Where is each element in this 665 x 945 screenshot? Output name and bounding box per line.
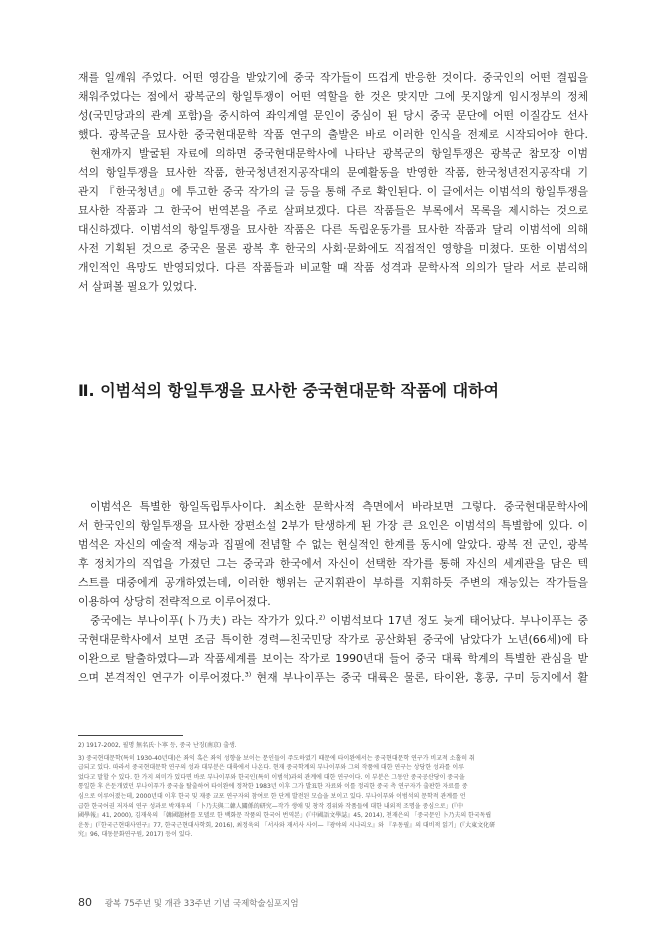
footnote-line: 통일한 후 은둔개였던 부나이푸가 중국을 탈출하여 타이완에 정착한 1983년 이후 그가 발표한 자료와 이를 정리한 중국 측 연구자가 출판한 자료를 중 (78, 783, 468, 791)
footnote-line: 운동」(『한국근현대사연구』77, 한국근현대사학회, 2016), 최정욱의 「서사와 재서사 사이—『광야의 시나리오』와 『우동필』의 대비적 읽기」(『大東文化研 (78, 821, 496, 829)
footnote-line: 심으로 이루어졌는데, 2000년대 이후 한국 및 재중 교포 연구자의 참여로 한 단계 발전된 모습을 보이고 있다. 부나이푸와 이범석의 문학적 관계를 언 (78, 792, 466, 800)
text-line: 채워주었다는 점에서 광복군의 항일투쟁이 어떤 역할을 한 것은 맞지만 그에 못지않게 임시정부의 정체 (78, 90, 588, 103)
text-line: 이범석은 특별한 항일독립투사이다. 최소한 문학사적 측면에서 바라보면 그렇다. 중국현대문학사에 (90, 500, 588, 513)
footnote-line: 國學報』41, 2000), 김재욱의 「韓國題材를 모델로 한 백화문 작품의 한국어 번역본」(『中國語文學誌』45, 2014), 천재은의 「중국문인 卜乃夫의 한국독립 (78, 812, 492, 820)
footnote-line: 급되고 있다. 따라서 중국현대문학 연구의 성과 대부분은 대륙에서 나온다. 현재 중국학계의 부나이푸와 그의 작품에 대한 연구는 상당한 성과를 이루 (78, 764, 464, 772)
text-line (78, 611, 588, 630)
text-line: 묘사한 작품과 그 한국어 번역본을 주로 살펴보겠다. 다른 작품들은 부록에서 목록을 제시하는 것으로 (78, 204, 588, 217)
text-line: 국현대문학사에서 보면 조금 특이한 경력—친국민당 작가로 공산화된 중국에 남았다가 노년(66세)에 타 (78, 633, 588, 646)
paragraph-bu-naifu (78, 611, 588, 687)
footnote-line: 었다고 말할 수 있다. 한 가지 의미가 있다면 바로 부나이푸와 한국인(특히 이범석)과의 관계에 대한 연구이다. 이 부분은 그동안 중국공산당이 중국을 (78, 773, 465, 781)
text-line: 석의 항일투쟁을 묘사한 작품, 한국청년전지공작대의 문예활동을 반영한 작품, 한국청년전지공작대 기 (78, 166, 588, 179)
footnote-2: 2) 1917-2002, 필명 無名氏·卜寧 등, 중국 난징(南京) 출생. (78, 742, 237, 749)
page-footer (78, 896, 299, 909)
section-heading: Ⅱ. 이범석의 항일투쟁을 묘사한 중국현대문학 작품에 대하여 (78, 381, 499, 400)
footnote-ref-2[interactable]: 2) (318, 613, 326, 622)
text-line: 성(국민당과의 관계 포함)을 중시하여 좌익계열 문인이 중심이 된 당시 중국 문단에 어떤 이질감도 선사 (78, 109, 588, 122)
text-line: 관지 『한국청년』에 투고한 중국 작가의 글 등을 통해 주로 확인된다. 이 글에서는 이범석의 항일투쟁을 (78, 185, 588, 198)
text-run: 중국에는 부나이푸(卜乃夫) 라는 작가가 있다. (90, 614, 319, 627)
text-line: 후 정치가의 직업을 가졌던 그는 중국과 한국에서 자신이 선택한 작가를 통해 자신의 세계관을 담은 텍 (78, 557, 588, 570)
footnote-divider (78, 735, 183, 736)
text-line (78, 668, 588, 687)
footnote-line: 급한 한국어권 저자의 연구 성과로 박재우의 「卜乃夫與二韓人關係的研究—작가 생애 및 창작 경위와 작품들에 대한 내외적 조명을 중심으로」(『中 (78, 802, 463, 810)
text-line: 재를 일깨워 주었다. 어떤 영감을 받았기에 중국 작가들이 뜨겁게 반응한 것이다. 중국인의 어떤 결핍을 (78, 71, 588, 84)
text-run: 현재 부나이푸는 중국 대륙은 물론, 타이완, 홍콩, 구미 등지에서 활 (251, 671, 588, 684)
paragraph-scope (78, 144, 588, 296)
text-line: 개인적인 욕망도 반영되었다. 다른 작품들과 비교할 때 작품 성격과 문학사적 의의가 달라 서로 분리해 (78, 261, 588, 274)
footnote-line: 究』96, 대동문화연구원, 2017) 등이 있다. (78, 831, 193, 839)
page-number: 80 (78, 896, 92, 909)
text-line: 서 살펴볼 필요가 있었다. (78, 280, 198, 293)
footnote-ref-3[interactable]: 3) (244, 670, 252, 679)
text-line: 대신하겠다. 이범석의 항일투쟁을 묘사한 작품은 다른 독립운동가를 묘사한 작품과 달리 이범석에 의해 (78, 223, 588, 236)
footnote-3: 3) 중국현대문학(특히 1930-40년대)은 좌익 혹은 좌익 성향을 보이는 문인들이 주도하였기 때문에 타이완에서는 중국현대문학 연구가 비교적 소홀히 취 (78, 754, 475, 762)
paragraph-lee-beom-seok (78, 497, 588, 611)
text-line: 현재까지 발굴된 자료에 의하면 중국현대문학사에 나타난 광복군의 항일투쟁은 광복군 참모장 이범 (90, 147, 588, 160)
text-line: 이완으로 탈출하였다—과 작품세계를 보이는 작가로 1990년대 들어 중국 대륙 학계의 특별한 관심을 받 (78, 652, 588, 665)
text-run: 이범석보다 17년 정도 늦게 태어났다. 부나이푸는 중 (325, 614, 588, 627)
text-line: 범석은 자신의 예술적 재능과 집필에 전념할 수 없는 현실적인 한계를 동시에 알았다. 광복 전 군인, 광복 (78, 538, 588, 551)
text-line: 했다. 광복군을 묘사한 중국현대문학 작품 연구의 출발은 바로 이러한 인식을 전제로 시작되어야 한다. (78, 128, 588, 141)
footnotes (78, 741, 588, 840)
text-line: 이용하여 상당히 전략적으로 이루어졌다. (78, 595, 271, 608)
footer-title: 광복 75주년 및 개관 33주년 기념 국제학술심포지엄 (104, 899, 299, 909)
text-line: 스트를 대중에게 공개하였는데, 이러한 행위는 군지휘관이 부하를 지휘하듯 주변의 재능있는 작가들을 (78, 576, 588, 589)
text-line: 사전 기획된 것으로 중국은 물론 광복 후 한국의 사회·문화에도 직접적인 영향을 미쳤다. 또한 이범석의 (78, 242, 588, 255)
text-line: 서 한국인의 항일투쟁을 묘사한 장편소설 2부가 탄생하게 된 가장 큰 요인은 이범석의 특별함에 있다. 이 (78, 519, 588, 532)
paragraph-intro (78, 68, 588, 144)
text-run: 으며 본격적인 연구가 이루어졌다. (78, 671, 245, 684)
